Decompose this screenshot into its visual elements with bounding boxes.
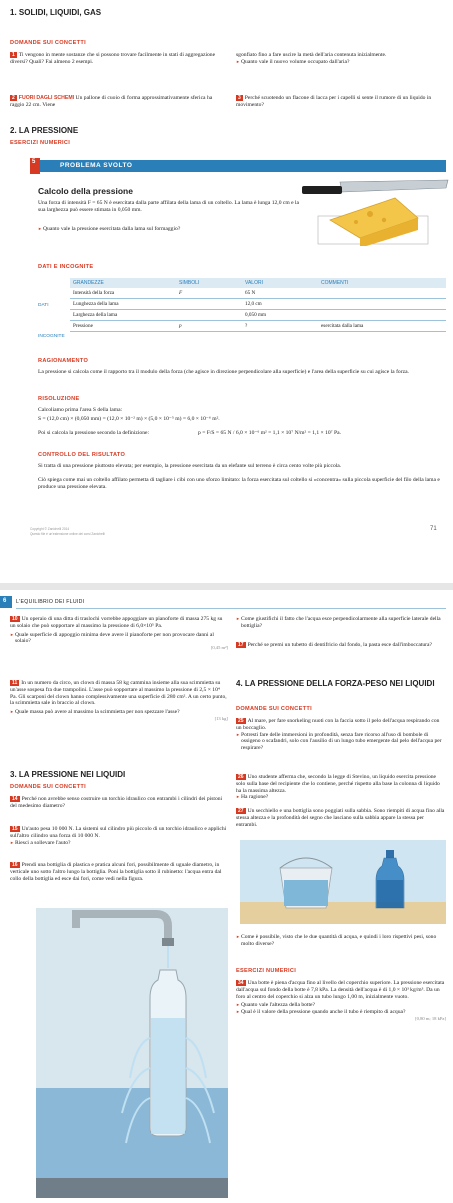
- q1b-text: sgonfiato fino a fare uscire la metà dell'aria contenuta inizialmente.: [236, 52, 387, 58]
- risoluzione-label: RISOLUZIONE: [38, 396, 80, 402]
- section-title-pressione: 2. LA PRESSIONE: [10, 126, 79, 135]
- controllo-text-2: Ciò spiega come mai un coltello affilato permetta di tagliare i cibi con uno sforzo limitato: la forza esercitata sul coltello si «concentra» sulla piccola superficie del filo della lama e produce una pressione elevata.: [38, 477, 440, 490]
- question-25: [236, 718, 446, 752]
- table-cell: [176, 299, 242, 310]
- section-title-forza-peso: 4. LA PRESSIONE DELLA FORZA-PESO NEI LIQUIDI: [236, 679, 435, 688]
- problem-text: Una forza di intensità F = 65 N è esercitata dalla parte affilata della lama di un coltello. La lama è lunga 12,0 cm e la sua larghezza può essere stimata in 0,050 mm.: [38, 200, 300, 213]
- question-2: [10, 95, 222, 109]
- q15-text: Un'auto pesa 10 000 N. La sistemi sul cilindro più piccolo di un torchio idraulico e applichi sull'altro cilindro una forza di 10 000 N.: [10, 826, 227, 839]
- chapter-title: L'EQUILIBRIO DEI FLUIDI: [16, 599, 85, 605]
- page-number: 71: [430, 526, 437, 532]
- r1-ask: ► Come giustifichi il fatto che l'acqua esce perpendicolarmente alla superficie laterale della bottiglia?: [236, 616, 446, 630]
- col-grandezze: GRANDEZZE: [73, 280, 104, 286]
- q26-number: 26: [238, 774, 244, 780]
- q15-ask: ► Riesci a sollevare l'auto?: [10, 840, 228, 847]
- row-label-incognite: INCOGNITE: [38, 334, 65, 339]
- question-11: [10, 680, 228, 723]
- q2-number: 2: [12, 95, 15, 101]
- problem-number: 5: [32, 159, 36, 165]
- table-cell: ?: [242, 321, 318, 332]
- table-cell: [176, 310, 242, 321]
- table-cell: [318, 288, 446, 299]
- esercizi-label: ESERCIZI NUMERICI: [10, 140, 71, 146]
- table-header-row: [70, 278, 446, 288]
- table-row: [70, 310, 446, 321]
- q26-ask: ► Ha ragione?: [236, 794, 446, 801]
- q3-text: Perché scuotendo un flacone di lacca per i capelli si sente il rumore di un liquido in movimento?: [236, 95, 432, 108]
- page-esercizi: [0, 590, 453, 1203]
- bucket-bottle-illustration: [240, 840, 446, 924]
- esercizi-label-4: ESERCIZI NUMERICI: [236, 968, 297, 974]
- problem-title: Calcolo della pressione: [38, 186, 133, 196]
- q11-answer: [13 kg]: [214, 715, 228, 721]
- table-cell: 65 N: [242, 288, 318, 299]
- table-cell: 12,0 cm: [242, 299, 318, 310]
- q2-text: Un pallone di cuoio di forma approssimativamente sferica ha raggio 22 cm. Viene: [10, 95, 213, 108]
- risoluzione-equation-1: S = (12,0 cm) × (0,050 mm) = (12,0 × 10⁻² m) × (5,0 × 10⁻⁵ m) = 6,0 × 10⁻⁶ m².: [38, 416, 220, 422]
- table-cell: Lunghezza della lama: [70, 299, 176, 310]
- ragionamento-text: La pressione si calcola come il rapporto tra il modulo della forza (che agisce in direzione perpendicolare alla superficie) e l'area della superficie su cui agisce la forza.: [38, 369, 409, 375]
- problem-banner-label: PROBLEMA SVOLTO: [60, 162, 133, 169]
- q27-number: 27: [238, 808, 244, 814]
- q2-head: FUORI DAGLI SCHEMI: [18, 95, 75, 101]
- table-cell: p: [176, 321, 242, 332]
- col-simboli: SIMBOLI: [179, 280, 200, 286]
- question-10: [10, 616, 228, 652]
- risoluzione-text-2: Poi si calcola la pressione secondo la definizione:: [38, 430, 150, 436]
- problem-banner: [40, 160, 446, 172]
- risoluzione-text-1: Calcoliamo prima l'area S della lama:: [38, 407, 123, 413]
- q3-number: 3: [238, 95, 241, 101]
- data-table: [70, 278, 446, 332]
- q34-text: Una botte è piena d'acqua fino al livello del coperchio superiore. La pressione esercitata dall'acqua sul fondo della botte è 7,8 kPa. La densità dell'acqua è di 1,0 × 10³ kg/m³. Da un foro al centro del coperchio si alza un tubo lungo 1,00 m, inizialmente vuoto.: [236, 980, 445, 1000]
- dati-incognite-label: DATI E INCOGNITE: [38, 264, 94, 270]
- q34-ask-2: ► Qual è il valore della pressione quando anche il tubo è riempito di acqua?: [236, 1009, 446, 1016]
- q1-number: 1: [12, 52, 15, 58]
- q16-text: Prendi una bottiglia di plastica e pratica alcuni fori, possibilmente di uguale diametro, in verticale uno sotto l'altro lungo la bottiglia. Poni la bottiglia sotto il rubinetto: l'acqua entra dal collo della bottiglia ed esce dai fori, come vedi nella figura.: [10, 862, 222, 882]
- table-row: [70, 299, 446, 310]
- controllo-text-1: Si tratta di una pressione piuttosto elevata; per esempio, la pressione esercitata da un elefante sul terreno è circa cento volte più piccola.: [38, 463, 342, 469]
- q16-number: 16: [12, 862, 18, 868]
- table-cell: [318, 299, 446, 310]
- q26-text: Uno studente afferma che, secondo la legge di Stevino, un liquido esercita pressione solo sulla base del recipiente che lo contiene, perché rispetto alla base la colonna di liquido ha la massima altezza.: [236, 774, 440, 794]
- section-title-liquidi: 3. LA PRESSIONE NEI LIQUIDI: [10, 770, 126, 779]
- ragionamento-label: RAGIONAMENTO: [38, 358, 89, 364]
- question-2-continued: [236, 52, 446, 66]
- q25-ask: ► Potresti fare delle immersioni in profondità, senza fare ricorso all'uso di bombole di ossigeno o scafandri, solo con l'ausilio di un lungo tubo emergente dal pelo dell'acqua per respirare?: [236, 732, 446, 752]
- table-cell: 0,050 mm: [242, 310, 318, 321]
- q34-answer: [0,80 m; 18 kPa]: [415, 1015, 446, 1021]
- domande-label-3: DOMANDE SUI CONCETTI: [10, 784, 86, 790]
- question-1: [10, 52, 222, 66]
- question-15: [10, 826, 228, 846]
- footer-copyright: Copyright © Zanichelli 2014: [30, 527, 70, 531]
- header-divider: [16, 608, 446, 609]
- section-title-solidi: 1. SOLIDI, LIQUIDI, GAS: [10, 8, 102, 17]
- question-17: [236, 642, 446, 649]
- question-27: [236, 808, 446, 828]
- table-cell: Pressione: [70, 321, 176, 332]
- q11-ask: ► Quale massa può avere al massimo la scimmietta per non spezzare l'asse?: [10, 709, 228, 716]
- q34-number: 34: [238, 980, 244, 986]
- risoluzione-equation-2: p = F/S = 65 N / 6,0 × 10⁻⁶ m² = 1,1 × 10⁷ N/m² = 1,1 × 10⁷ Pa.: [198, 430, 342, 436]
- q14-number: 14: [12, 796, 18, 802]
- q10-ask: ► Quale superficie di appoggio minima deve avere il pianoforte per non provocare danni al solaio?: [10, 632, 228, 646]
- question-27-ask: [236, 934, 446, 948]
- col-commenti: COMMENTI: [321, 280, 349, 286]
- q27-text: Un secchiello e una bottiglia sono poggiati sulla sabbia. Sono riempiti di acqua fino alla stessa altezza e la profondità del segno che lasciano sulla sabbia appare la stessa per entrambi.: [236, 808, 445, 828]
- controllo-label: CONTROLLO DEL RISULTATO: [38, 452, 126, 458]
- q14-text: Perché non avrebbe senso costruire un torchio idraulico con entrambi i cilindri dei pistoni del medesimo diametro?: [10, 796, 223, 809]
- faucet-bottle-illustration: [36, 908, 228, 1198]
- table-row: [70, 288, 446, 299]
- q11-text: In un numero da circo, un clown di massa 58 kg cammina insieme alla sua scimmietta su un'asse sospesa fra due trampolini. L'asse può sopportare al massimo la pressione di 2,5 × 10⁴ Pa. Gli scarponi del clown hanno complessivamente una superficie di 280 cm². A un certo punto, la scimmietta sale in braccio al clown.: [10, 680, 227, 707]
- question-16: [10, 862, 228, 882]
- q17-text: Perché se premi un tubetto di dentifricio dal fondo, la pasta esce dall'imboccatura?: [247, 642, 433, 648]
- row-label-dati: DATI: [38, 303, 49, 308]
- problem-number-badge: [30, 158, 40, 174]
- table-cell: esercitata dalla lama: [318, 321, 446, 332]
- q34-ask-1: ► Quanto vale l'altezza della botte?: [236, 1002, 446, 1009]
- table-cell: Intensità della forza: [70, 288, 176, 299]
- q10-answer: [0,45 m²]: [210, 645, 228, 651]
- q11-number: 11: [12, 680, 18, 686]
- table-cell: Larghezza della lama: [70, 310, 176, 321]
- question-26: [236, 774, 446, 801]
- question-3: [236, 95, 446, 109]
- question-16-continued: [236, 616, 446, 630]
- q17-number: 17: [238, 642, 244, 648]
- q1-text: Ti vengono in mente sostanze che si possono trovare facilmente in stati di aggregazione diversi? Quali? Fai almeno 2 esempi.: [10, 52, 216, 65]
- question-14: [10, 796, 228, 810]
- footer-note: Questo file è un'estensione online dei corsi Zanichelli: [30, 532, 105, 536]
- problem-ask: ► Quanto vale la pressione esercitata dalla lama sul formaggio?: [38, 226, 313, 233]
- q10-number: 10: [12, 616, 18, 622]
- domande-label: DOMANDE SUI CONCETTI: [10, 40, 86, 46]
- chapter-number: 6: [3, 598, 7, 604]
- q1b-ask: ► Quanto vale il nuovo volume occupato dall'aria?: [236, 59, 446, 66]
- q10-text: Un operaio di una ditta di traslochi vorrebbe appoggiare un pianoforte di massa 275 kg su un solaio che può sopportare al massimo la pressione di 6,0×10⁵ Pa.: [10, 616, 223, 629]
- q25-text: Al mare, per fare snorkeling nuoti con la faccia sotto il pelo dell'acqua respirando con un boccaglio.: [236, 718, 440, 731]
- table-cell: F: [176, 288, 242, 299]
- q27-ask: ► Come è possibile, visto che le due quantità di acqua, e quindi i loro rispettivi pesi, sono molto diverse?: [236, 934, 446, 948]
- domande-label-4: DOMANDE SUI CONCETTI: [236, 706, 312, 712]
- table-row: [70, 321, 446, 332]
- q15-number: 15: [12, 826, 18, 832]
- q25-number: 25: [238, 718, 244, 724]
- chapter-badge: [0, 596, 12, 608]
- col-valori: VALORI: [245, 280, 263, 286]
- question-34: [236, 980, 446, 1023]
- knife-cheese-illustration: [300, 178, 450, 246]
- page-71: [0, 0, 453, 583]
- table-cell: [318, 310, 446, 321]
